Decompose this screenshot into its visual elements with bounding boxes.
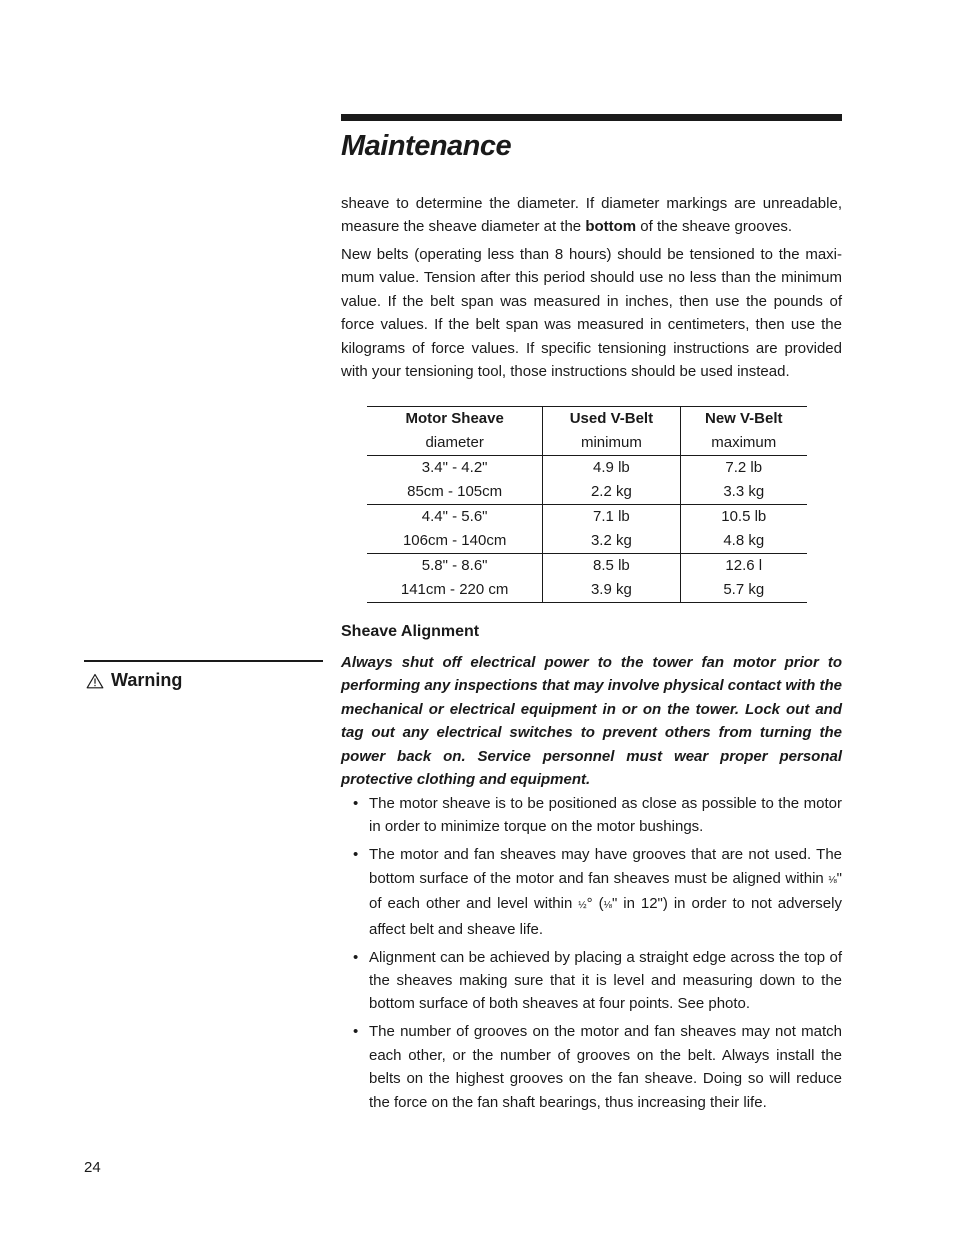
col-header-new-v-belt: New V-Belt: [680, 407, 807, 432]
table-cell: 5.8" - 8.6": [421, 557, 488, 574]
list-item: • The motor and fan sheaves may have grooves that are not used. The bottom surface of the motor and fan sheaves must be aligned within ⅛" of each other and level within ½° (⅛" in 12") in order to not adversely affect belt and sheave life.: [341, 843, 842, 941]
warning-triangle-icon: [86, 673, 104, 689]
intro-paragraph-2: New belts (operating less than 8 hours) should be tensioned to the maxi-mum value. Tension after this period should use no less than the minimum value. If the belt span was measured in inches, then use the pounds of force values. If the belt span was measured in centimeters, then use the kilograms of force values. If specific tensioning instructions are provided with your tensioning tool, those instructions should be used instead.: [341, 246, 842, 381]
table-cell: 3.2 kg: [543, 529, 680, 554]
table-cell: 12.6 l: [725, 557, 763, 574]
bullet-icon: •: [353, 948, 359, 966]
table-row: [367, 554, 807, 579]
table-cell: 4.4" - 5.6": [421, 508, 488, 525]
table-cell: 5.7 kg: [680, 578, 807, 603]
page-number: 24: [84, 1159, 101, 1176]
table-cell: 106cm - 140cm: [367, 529, 543, 554]
warning-rule: [84, 660, 323, 662]
bullet-icon: •: [353, 795, 359, 812]
list-item: • Alignment can be achieved by placing a straight edge across the top of the sheaves making sure that it is level and measuring down to the bottom surface of both sheaves at four points. See photo.: [341, 946, 842, 1016]
top-rule: [341, 114, 842, 121]
table-cell: 4.9 lb: [543, 456, 680, 481]
col-subheader-maximum: maximum: [680, 431, 807, 456]
col-header-motor-sheave: Motor Sheave: [367, 407, 543, 432]
warning-label: [86, 670, 182, 691]
table-cell: 4.8 kg: [680, 529, 807, 554]
table-row: [367, 505, 807, 530]
alignment-bullet-list: [341, 792, 842, 1119]
intro-paragraph-1: sheave to determine the diameter. If diameter markings are unreadable, measure the sheave diameter at the bottom of the sheave grooves.: [341, 195, 842, 236]
table-cell: 10.5 lb: [721, 508, 767, 525]
col-header-used-v-belt: Used V-Belt: [543, 407, 680, 432]
bullet-icon: •: [353, 846, 359, 864]
table-cell: 7.2 lb: [725, 459, 763, 476]
table-row: [367, 578, 807, 603]
table-row: [367, 529, 807, 554]
page-title: Maintenance: [341, 130, 512, 162]
list-item: • The number of grooves on the motor and fan sheaves may not match each other, or the number of grooves on the belt. Always install the belts on the highest grooves on the fan sheave. Doing so will reduce the force on the fan shaft bearings, thus increasing their life.: [341, 1020, 842, 1114]
belt-tension-table: [367, 406, 807, 603]
bullet-icon: •: [353, 1023, 359, 1041]
table-row: [367, 480, 807, 505]
list-item: • The motor sheave is to be positioned as close as possible to the motor in order to minimize torque on the motor bushings.: [341, 792, 842, 839]
table-cell: 85cm - 105cm: [367, 480, 543, 505]
table-cell: 7.1 lb: [543, 505, 680, 530]
col-subheader-minimum: minimum: [543, 431, 680, 456]
table-cell: 3.4" - 4.2": [421, 459, 488, 476]
table-cell: 3.9 kg: [543, 578, 680, 603]
table-cell: 141cm - 220 cm: [367, 578, 543, 603]
section-title-sheave-alignment: Sheave Alignment: [341, 623, 480, 640]
warning-text: Always shut off electrical power to the tower fan motor prior to performing any inspections that may involve physical contact with the mechanical or electrical equipment in or on the tower. Lock out and tag out any electrical switches to prevent others from turning the power back on. Service personnel must wear proper personal protective clothing and equipment.: [341, 654, 842, 789]
table-cell: 3.3 kg: [680, 480, 807, 505]
table-cell: 2.2 kg: [543, 480, 680, 505]
col-subheader-diameter: diameter: [367, 431, 543, 456]
table-row: [367, 456, 807, 481]
warning-label-text: Warning: [111, 670, 183, 690]
table-cell: 8.5 lb: [543, 554, 680, 579]
